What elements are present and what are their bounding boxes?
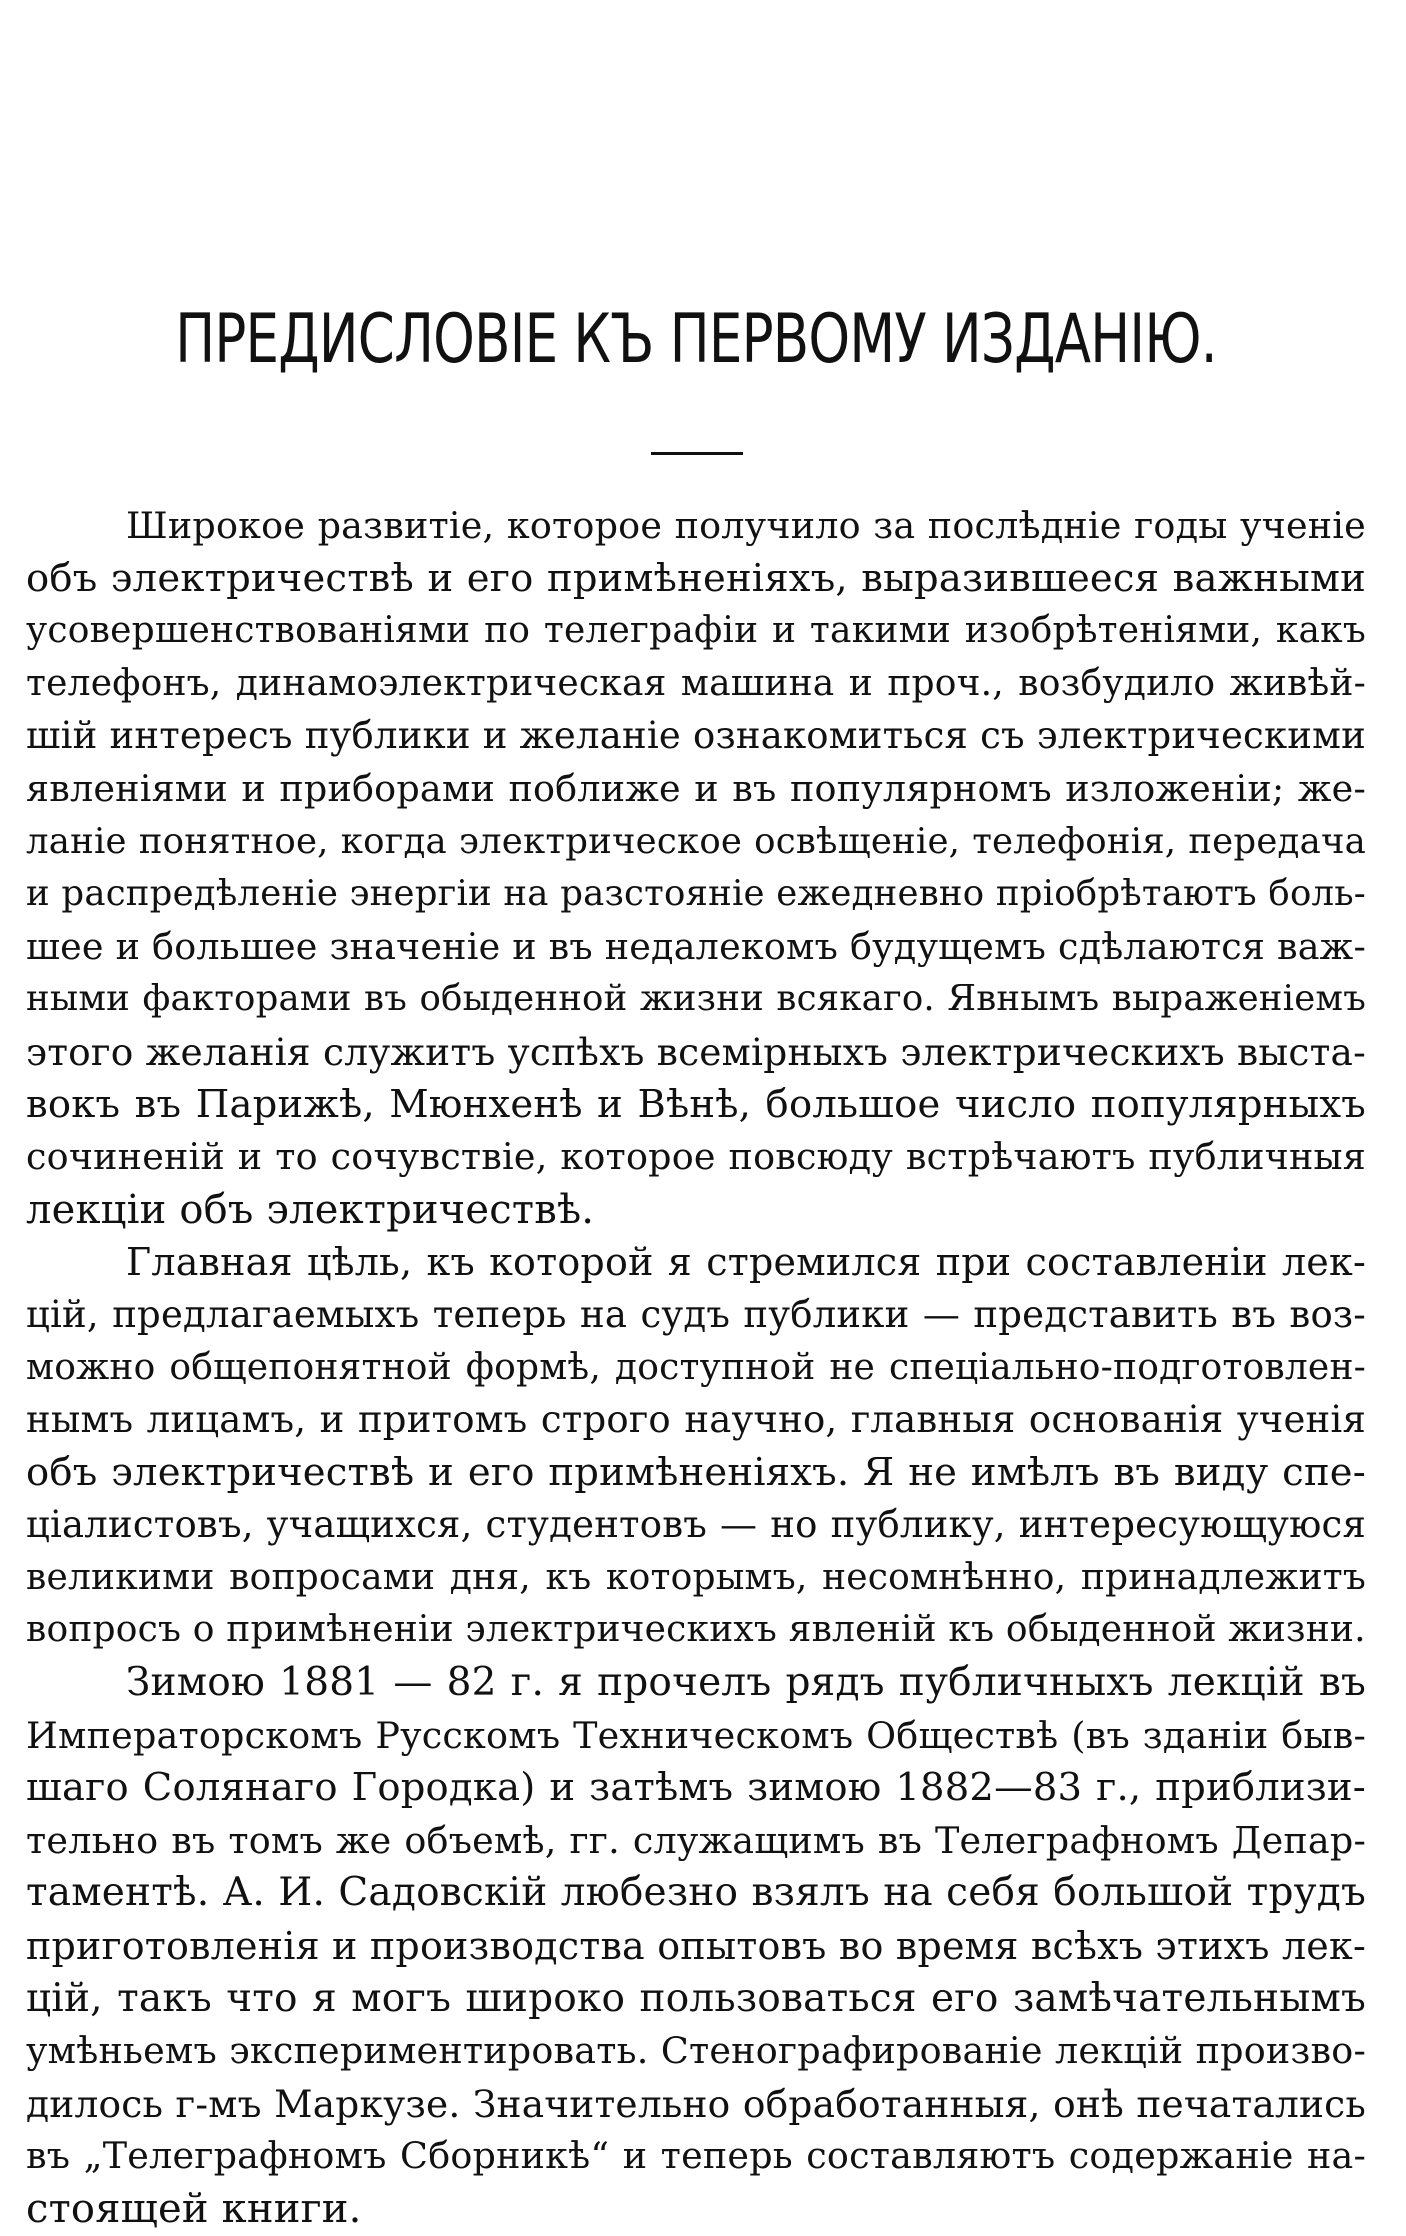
text-line: тельно въ томъ же объемѣ, гг. служащимъ въ Телеграфномъ Депар- [26, 1818, 1366, 1862]
text-line: Широкое развитіе, которое получило за послѣдніе годы ученіе [126, 504, 1366, 547]
text-line: ными факторами въ обыденной жизни всякаго. Явнымъ выраженіемъ [26, 978, 1366, 1020]
text-line: усовершенствованіями по телеграфіи и такими изобрѣтеніями, какъ [26, 610, 1366, 652]
preface-body [26, 500, 1366, 2236]
text-line: стоящей книги. [26, 2186, 362, 2232]
text-line: телефонъ, динамоэлектрическая машина и проч., возбудило живѣй- [26, 662, 1366, 704]
text-line: Главная цѣль, къ которой я стремился при составленіи лек- [126, 1240, 1366, 1285]
text-line: шаго Солянаго Городка) и затѣмъ зимою 1882—83 г., приблизи- [26, 1765, 1366, 1811]
text-line: и распредѣленіе энергіи на разстояніе ежедневно пріобрѣтаютъ боль- [26, 873, 1366, 915]
text-line: въ „Телеграфномъ Сборникѣ“ и теперь составляютъ содержаніе на- [26, 2134, 1366, 2178]
text-line: Императорскомъ Русскомъ Техническомъ Обществѣ (въ зданіи быв- [26, 1713, 1366, 1757]
text-line: вопросъ о примѣненіи электрическихъ явленій къ обыденной жизни. [26, 1609, 1366, 1651]
text-line: можно общепонятной формѣ, доступной не спеціально-подготовлен- [26, 1346, 1366, 1388]
text-line: шій интересъ публики и желаніе ознакомиться съ электрическими [26, 714, 1366, 758]
text-line: нымъ лицамъ, и притомъ строго научно, главныя основанія ученія [26, 1398, 1366, 1442]
text-line: цій, предлагаемыхъ теперь на судъ публики — представить въ воз- [26, 1292, 1366, 1336]
text-line: дилось г-мъ Маркузе. Значительно обработанныя, онѣ печатались [26, 2081, 1366, 2126]
text-line: Зимою 1881 — 82 г. я прочелъ рядъ публичныхъ лекцій въ [126, 1660, 1366, 1706]
text-line: шее и большее значеніе и въ недалекомъ будущемъ сдѣлаются важ- [26, 924, 1366, 968]
text-line: объ электричествѣ и его примѣненіяхъ. Я не имѣлъ въ виду спе- [26, 1449, 1366, 1495]
text-line: лекціи объ электричествѣ. [26, 1186, 595, 1233]
text-line: приготовленія и производства опытовъ во время всѣхъ этихъ лек- [26, 1924, 1366, 1969]
text-line: вокъ въ Парижѣ, Мюнхенѣ и Вѣнѣ, большое число популярныхъ [26, 1081, 1366, 1127]
text-line: явленіями и приборами поближе и въ популярномъ изложеніи; же- [26, 766, 1366, 810]
text-line: сочиненій и то сочувствіе, которое повсюду встрѣчаютъ публичныя [26, 1135, 1366, 1179]
text-line: объ электричествѣ и его примѣненіяхъ, выразившееся важными [26, 555, 1366, 601]
page-title: ПРЕДИСЛОВІЕ КЪ ПЕРВОМУ ИЗДАНІЮ. [175, 300, 1217, 379]
text-line: таментѣ. А. И. Садовскій любезно взялъ на себя большой трудъ [26, 1870, 1366, 1916]
text-line: умѣньемъ экспериментировать. Стенографированіе лекцій произво- [26, 2029, 1366, 2073]
text-line: этого желанія служитъ успѣхъ всемірныхъ электрическихъ выста- [26, 1029, 1366, 1074]
text-line: великими вопросами дня, къ которымъ, несомнѣнно, принадлежитъ [26, 1556, 1366, 1598]
title-divider [651, 452, 743, 455]
text-line: ланіе понятное, когда электрическое освѣщеніе, телефонія, передача [26, 820, 1366, 862]
text-line: ціалистовъ, учащихся, студентовъ — но публику, интересующуюся [26, 1503, 1366, 1547]
text-line: цій, такъ что я могъ широко пользоваться его замѣчательнымъ [26, 1975, 1366, 2021]
book-page [26, 0, 1366, 2232]
